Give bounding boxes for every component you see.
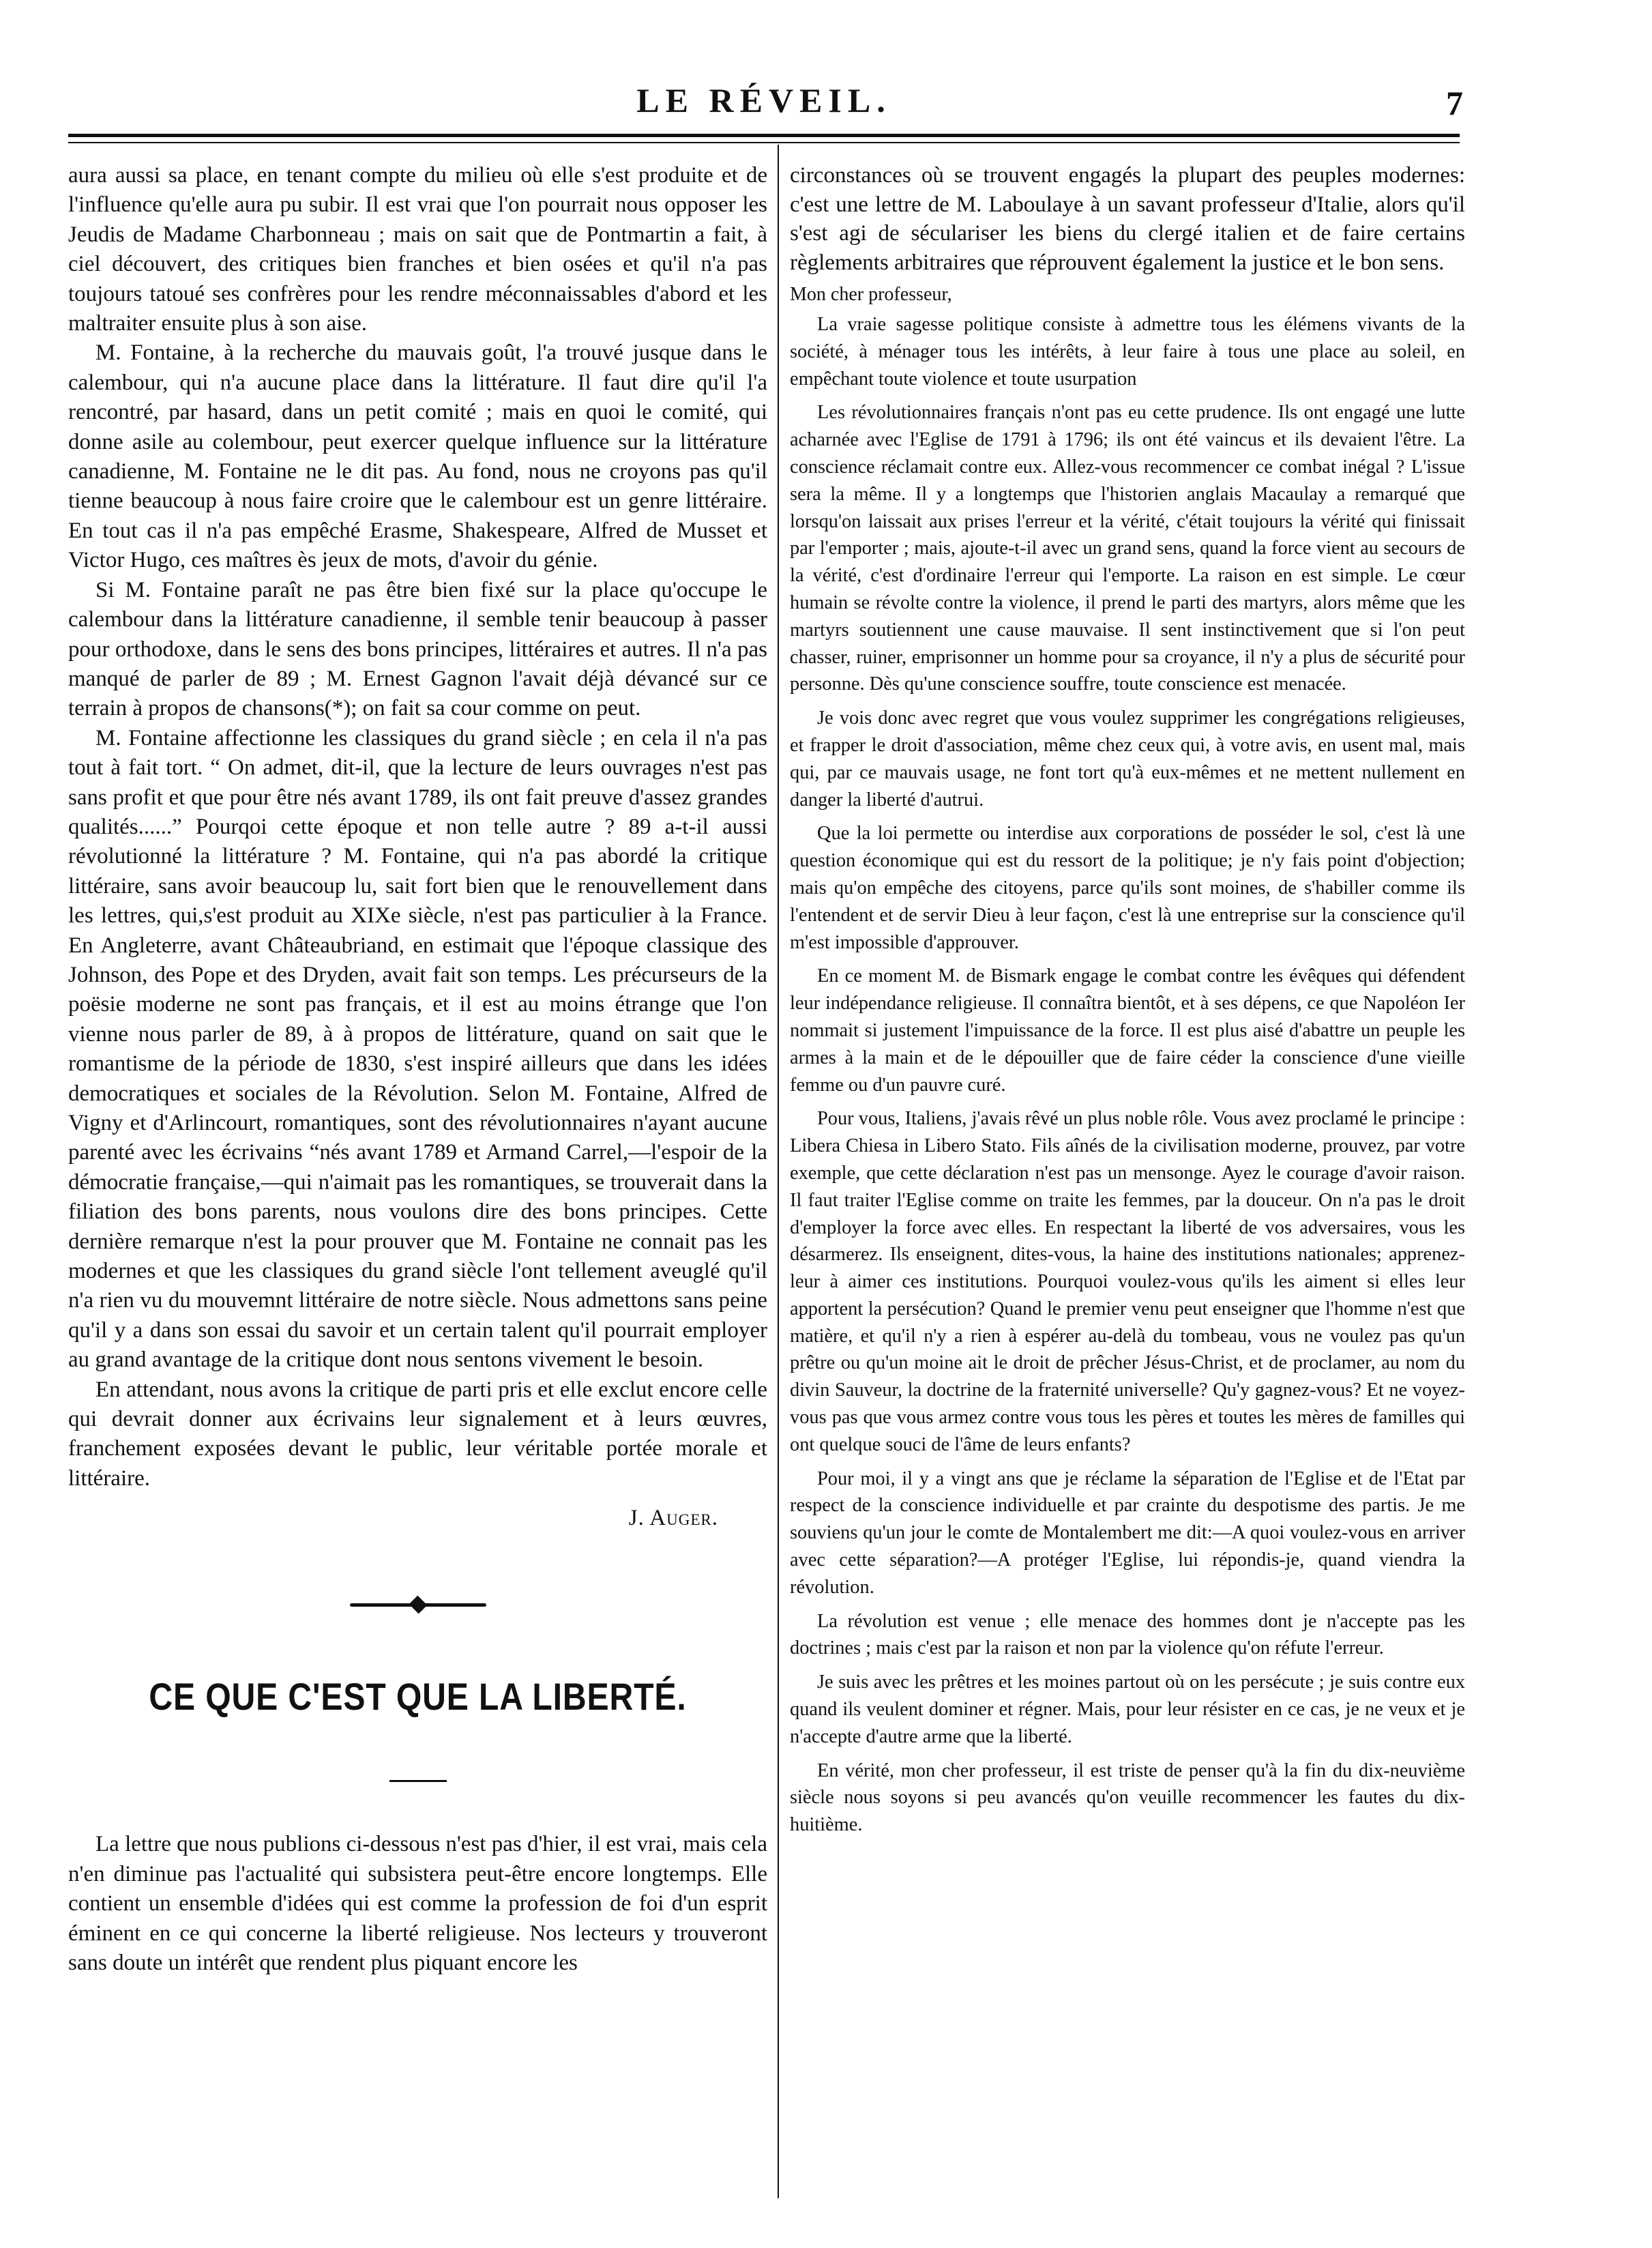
running-title: LE RÉVEIL. <box>636 81 891 119</box>
letter-paragraph: Pour moi, il y a vingt ans que je réclame la séparation de l'Eglise et de l'Etat par respect de la conscience individuelle et par crainte du despotisme des partis. Je me souviens qu'un jour le comte de Montalembert me dit:—A quoi voulez-vous en arriver avec cette séparation?—A protéger l'Eglise, lui répondis-je, quand viendra la révolution. <box>790 1468 1465 1598</box>
letter-paragraph: Pour vous, Italiens, j'avais rêvé un plus noble rôle. Vous avez proclamé le principe : Libera Chiesa in Libero Stato. Fils aînés de la civilisation moderne, prouvez, par votre exemple, que cette déclaration n'est pas un mensonge. Ayez le courage d'avoir raison. Il faut traiter l'Eglise comme on traite les femmes, par la douceur. On n'a pas le droit d'employer la force avec elles. En respectant la liberté de vos adversaires, vous les désarmerez. Ils enseignent, dites-vous, la haine des institutions nationales; apprenez-leur à aimer ces institutions. Pourquoi voulez-vous qu'ils les aiment si elles leur apportent la persécution? Quand le premier venu peut enseigner que l'homme n'est que matière, et qu'il n'y a rien à espérer au-delà du tombeau, vous ne voulez pas qu'un prêtre ou qu'un moine ait le droit de prêcher Jésus-Christ, et de proclamer, au nom du divin Sauveur, la doctrine de la fraternité universelle? Qu'y gagnez-vous? Et ne voyez-vous pas que vous armez contre vous tous les pères et toutes les mères de familles qui ont quelque souci de l'âme de leurs enfants? <box>790 1108 1465 1455</box>
short-rule <box>389 1780 447 1782</box>
paragraph: Si M. Fontaine paraît ne pas être bien fixé sur la place qu'occupe le calembour dans la littérature canadienne, il semble tenir beaucoup à passer pour orthodoxe, dans le sens des bons principes, littéraires et autres. Il n'a pas manqué de parler de 89 ; M. Ernest Gagnon l'avait déjà dévancé sur ce terrain à propos de chansons(*); on fait sa cour comme on peut. <box>68 577 767 721</box>
letter-paragraph: Les révolutionnaires français n'ont pas eu cette prudence. Ils ont engagé une lutte acharnée avec l'Eglise de 1791 à 1796; ils ont été vaincus et ils devaient l'être. La conscience réclamait contre eux. Allez-vous recommencer ce combat inégal ? L'issue sera la même. Il y a longtemps que l'historien anglais Macaulay a remarqué que lorsqu'on laissait aux prises l'erreur et la vérité, c'était toujours la vérité qui finissait par l'emporter ; mais, ajoute-t-il avec un grand sens, quand la force vient au secours de la vérité, c'est d'ordinaire l'erreur qui l'emporte. La raison en est simple. Le cœur humain se révolte contre la violence, il prend le parti des martyrs, alors même que les martyrs soutiennent une cause mauvaise. Il sent instinctivement que si l'on peut chasser, ruiner, emprisonner un homme pour sa croyance, il n'y a plus de sécurité pour personne. Dès qu'une conscience souffre, toute conscience est menacée. <box>790 402 1465 695</box>
letter-paragraph: En vérité, mon cher professeur, il est triste de penser qu'à la fin du dix-neuvième siècle nous soyons si peu avancés qu'on veuille recommencer les fautes du dix-huitième. <box>790 1760 1465 1836</box>
page-header <box>65 81 1463 135</box>
left-column <box>68 161 767 1978</box>
letter-salutation: Mon cher professeur, <box>790 284 952 305</box>
right-column <box>790 161 1465 1845</box>
intro-paragraph: La lettre que nous publions ci-dessous n'est pas d'hier, il est vrai, mais cela n'en diminue pas l'actualité qui subsistera peut-être encore longtemps. Elle contient un ensemble d'idées qui est comme la profession de foi d'un esprit éminent en ce qui concerne la liberté religieuse. Nos lecteurs y trouveront sans doute un intérêt que rendent plus piquant encore les <box>68 1832 767 1975</box>
section-title: CE QUE C'EST QUE LA LIBERTÉ. <box>149 1675 687 1719</box>
ornament-divider <box>350 1596 486 1613</box>
ornament-diamond <box>409 1596 427 1614</box>
header-double-rule <box>68 134 1460 143</box>
letter-paragraph: La vraie sagesse politique consiste à admettre tous les élémens vivants de la société, à ménager tous les intérêts, à leur faire à tous une place au soleil, en empêchant toute violence et toute usurpation <box>790 314 1465 390</box>
page-number: 7 <box>1446 84 1463 122</box>
paragraph: aura aussi sa place, en tenant compte du milieu où elle s'est produite et de l'influence qu'elle aura pu subir. Il est vrai que l'on pourrait nous opposer les Jeudis de Madame Charbonneau ; mais on sait que de Pontmartin a fait, à ciel découvert, des critiques bien franches et bien osées et qu'il n'a pas toujours tatoué ses confrères pour les rendre méconnaissables d'abord et les maltraiter ensuite plus à son aise. <box>68 163 767 336</box>
letter-paragraph: En ce moment M. de Bismark engage le combat contre les évêques qui défendent leur indépendance religieuse. Il connaîtra bientôt, et à ses dépens, ce que Napoléon Ier nommait si justement l'impuissance de la force. Il est plus aisé d'abattre un peuple les armes à la main et de le dépouiller que de faire céder la conscience d'une vieille femme ou d'un pauvre curé. <box>790 965 1465 1096</box>
author-signature: J. Auger. <box>628 1506 718 1531</box>
letter-paragraph: Je suis avec les prêtres et les moines partout où on les persécute ; je suis contre eux quand ils veulent dominer et régner. Mais, pour leur résister en ce cas, je ne veux et je n'accepte d'autre arme que la liberté. <box>790 1672 1465 1747</box>
column-divider <box>778 145 779 2198</box>
letter-paragraph: Que la loi permette ou interdise aux corporations de posséder le sol, c'est là une question économique qui est du ressort de la politique; je n'y fais point d'objection; mais qu'on empêche des citoyens, parce qu'ils sont moines, de s'habiller comme ils l'entendent et de servir Dieu à leur façon, c'est là une entreprise sur la conscience qu'il m'est impossible d'approuver. <box>790 823 1465 953</box>
paragraph: circonstances où se trouvent engagés la plupart des peuples modernes: c'est une lettre de M. Laboulaye à un savant professeur d'Italie, alors qu'il s'est agi de séculariser les biens du clergé italien et de faire certains règlements arbitraires que réprouvent également la justice et le bon sens. <box>790 163 1465 275</box>
paragraph: En attendant, nous avons la critique de parti pris et elle exclut encore celle qui devrait donner aux écrivains leur signalement et à leurs œuvres, franchement exposées devant le public, leur véritable portée morale et littéraire. <box>68 1377 767 1491</box>
paragraph: M. Fontaine, à la recherche du mauvais goût, l'a trouvé jusque dans le calembour, qui n'a aucune place dans la littérature. Il faut dire qu'il l'a rencontré, par hasard, dans un petit comité ; mais en quoi le comité, qui donne asile au colembour, peut exercer quelque influence sur la littérature canadienne, M. Fontaine ne le dit pas. Au fond, nous ne croyons pas qu'il tienne beaucoup à nous faire croire que le calembour est un genre littéraire. En tout cas il n'a pas empêché Erasme, Shakespeare, Alfred de Musset et Victor Hugo, ces maîtres ès jeux de mots, d'avoir du génie. <box>68 340 767 573</box>
paragraph: M. Fontaine affectionne les classiques du grand siècle ; en cela il n'a pas tout à fait tort. “ On admet, dit-il, que la lecture de leurs ouvrages n'est pas sans profit et que pour être nés avant 1789, ils ont fait preuve d'assez grandes qualités......” Pourqoi cette époque et non telle autre ? 89 a-t-il aussi révolutionné la littérature ? M. Fontaine, qui n'a pas abordé la critique littéraire, sans avoir beaucoup lu, sait fort bien que le renouvellement dans les lettres, qui,s'est produit au XIXe siècle, n'est pas particulier à la France. En Angleterre, avant Châteaubriand, en estimait que l'époque classique des Johnson, des Pope et des Dryden, avait fait son temps. Les précurseurs de la poësie moderne ne sont pas français, et il est au moins étrange que l'on vienne nous parler de 89, à à propos de littérature, quand on sait que le romantisme de la période de 1830, s'est inspiré ailleurs que dans les idées democratiques et sociales de la Révolution. Selon M. Fontaine, Alfred de Vigny et d'Arlincourt, romantiques, sont des révolutionnaires n'ayant aucune parenté avec les écrivains “nés avant 1789 et Armand Carrel,—l'espoir de la démocratie française,—qui n'aimait pas les romantiques, se trouverait dans la filiation des bons parents, nous voulons dire des bons principes. Cette dernière remarque n'est la pour prouver que M. Fontaine ne connait pas les modernes et que les classiques du grand siècle l'ont tellement aveuglé qu'il n'a rien vu du mouvemnt littéraire de notre siècle. Nous admettons sans peine qu'il y a dans son essai du savoir et un certain talent qu'il pourrait employer au grand avantage de la critique dont nous sentons vivement le besoin. <box>68 725 767 1373</box>
letter-paragraph: Je vois donc avec regret que vous voulez supprimer les congrégations religieuses, et frapper le droit d'association, même chez ceux qui, à votre avis, en usent mal, mais qui, par ce mauvais usage, ne font tort qu'à eux-mêmes et ne mettent nullement en danger la liberté d'autrui. <box>790 707 1465 811</box>
letter-paragraph: La révolution est venue ; elle menace des hommes dont je n'accepte pas les doctrines ; mais c'est par la raison et non par la violence qu'on réfute l'erreur. <box>790 1610 1465 1659</box>
